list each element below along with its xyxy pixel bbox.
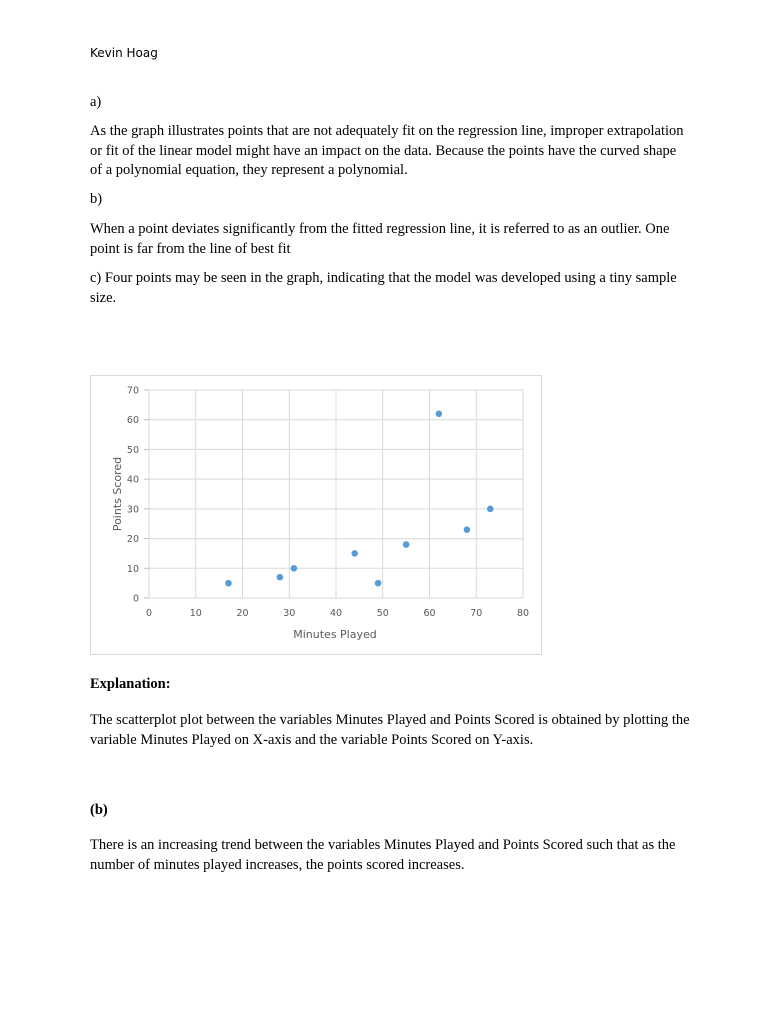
data-point bbox=[225, 580, 232, 587]
section-c-text: c) Four points may be seen in the graph, indicating that the model was developed using a tiny sample size. bbox=[90, 270, 677, 306]
y-tick-label: 70 bbox=[126, 385, 139, 397]
explanation-text: The scatterplot plot between the variables Minutes Played and Points Scored is obtained by plotting the variable Minutes Played on X-axis and the variable Points Scored on Y-axis. bbox=[90, 712, 690, 748]
x-tick-label: 50 bbox=[376, 608, 389, 619]
y-tick-label: 30 bbox=[126, 504, 139, 516]
scatter-chart bbox=[90, 375, 542, 655]
y-tick-label: 0 bbox=[132, 593, 139, 605]
chart-grid bbox=[144, 390, 523, 598]
y-tick-label: 10 bbox=[126, 563, 139, 575]
x-tick-label: 60 bbox=[423, 608, 436, 619]
x-tick-label: 20 bbox=[236, 608, 249, 619]
data-point bbox=[291, 565, 298, 572]
scatter-chart-svg bbox=[91, 376, 543, 656]
section-a-label: a) bbox=[90, 94, 102, 110]
x-tick-label: 70 bbox=[470, 608, 483, 619]
section-b2-heading: (b) bbox=[90, 802, 108, 818]
author-name: Kevin Hoag bbox=[90, 46, 158, 60]
x-axis-title: Minutes Played bbox=[293, 628, 377, 641]
data-point bbox=[436, 410, 443, 417]
data-point bbox=[277, 574, 284, 581]
section-a-text: As the graph illustrates points that are not adequately fit on the regression line, improper extrapolation or fit of the linear model might have an impact on the data. Because the points have the curved shape of a polynomial equation, they represent a polynomial. bbox=[90, 123, 684, 178]
data-point bbox=[464, 526, 471, 533]
y-tick-label: 40 bbox=[126, 474, 139, 486]
x-tick-label: 80 bbox=[516, 608, 530, 619]
x-tick-label: 30 bbox=[283, 608, 296, 619]
data-point bbox=[487, 506, 494, 513]
chart-ticks bbox=[127, 386, 529, 620]
y-tick-label: 20 bbox=[126, 534, 139, 546]
chart-points bbox=[225, 410, 493, 586]
x-tick-label: 40 bbox=[329, 608, 343, 619]
data-point bbox=[351, 550, 358, 557]
data-point bbox=[403, 541, 410, 548]
y-axis-title: Points Scored bbox=[111, 456, 124, 532]
section-b-text: When a point deviates significantly from the fitted regression line, it is referred to as an outlier. One point is far from the line of best fit bbox=[90, 221, 670, 257]
data-point bbox=[375, 580, 382, 587]
x-tick-label: 0 bbox=[145, 608, 153, 619]
y-tick-label: 60 bbox=[126, 415, 139, 427]
section-b2-text: There is an increasing trend between the variables Minutes Played and Points Scored such that as the number of minutes played increases, the points scored increases. bbox=[90, 837, 676, 873]
x-tick-label: 10 bbox=[189, 608, 202, 619]
explanation-heading: Explanation: bbox=[90, 676, 171, 692]
y-tick-label: 50 bbox=[126, 444, 139, 456]
section-b-label: b) bbox=[90, 191, 103, 207]
